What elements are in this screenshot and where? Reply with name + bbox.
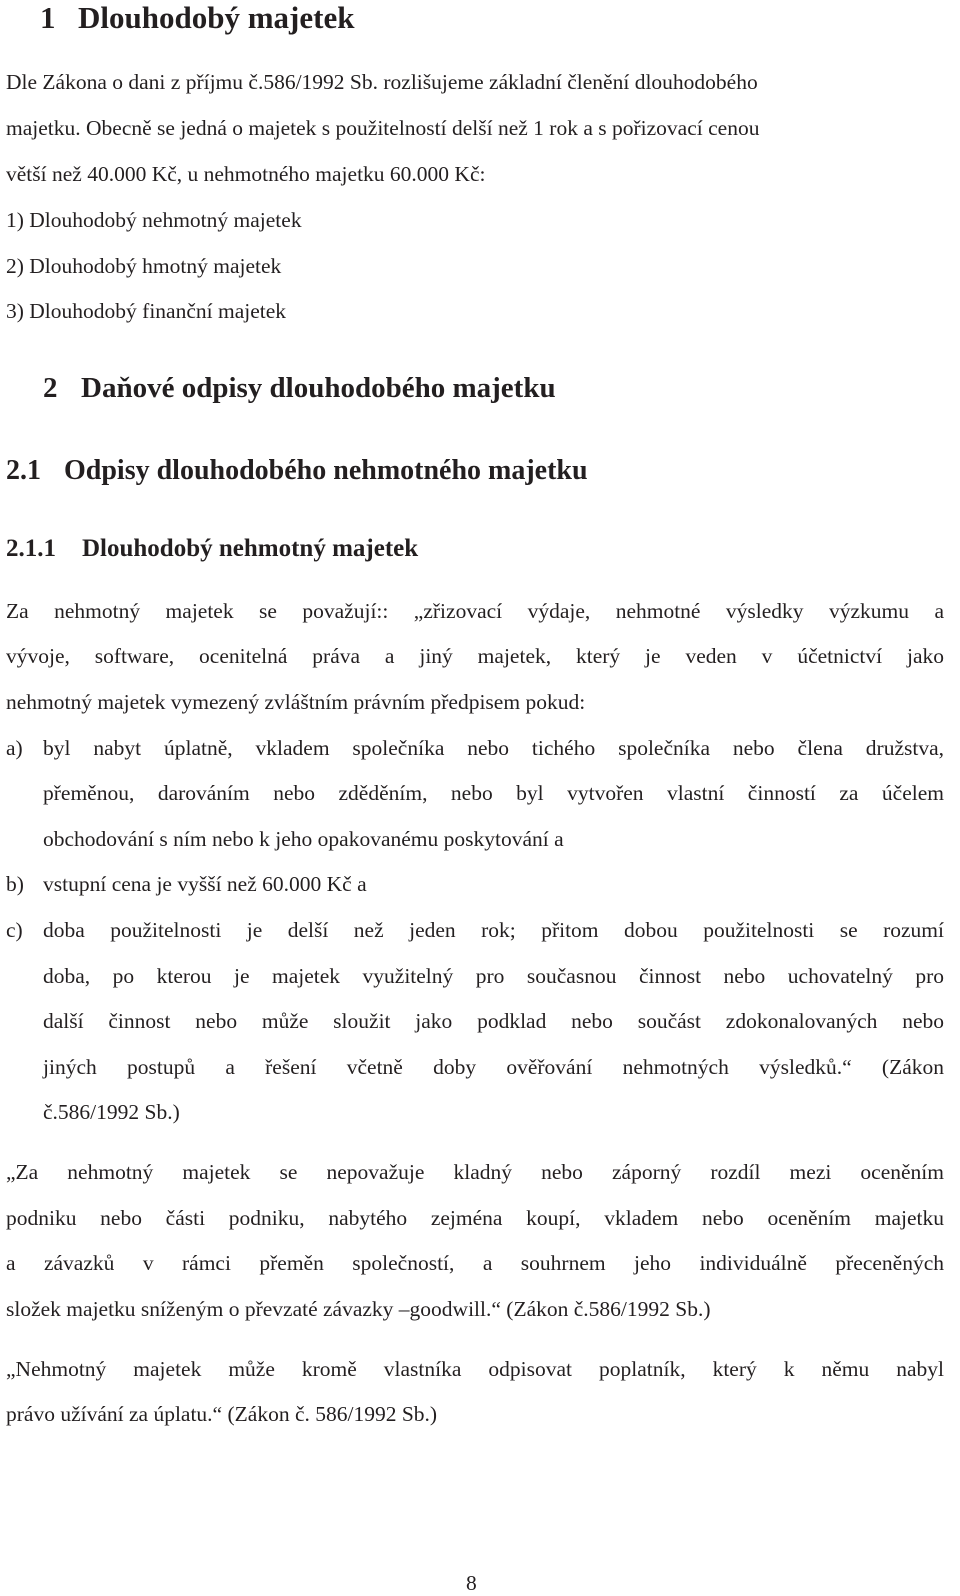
definition-line: Za nehmotný majetek se považují:: „zřizovací výdaje, nehmotné výsledky výzkumu a: [6, 599, 944, 623]
condition-c-line: jiných postupů a řešení včetně doby ověřování nehmotných výsledků.“ (Zákon: [43, 1055, 944, 1079]
condition-a-line: přeměnou, darováním nebo zděděním, nebo byl vytvořen vlastní činností za účelem: [43, 781, 944, 805]
heading-1-number: 1: [40, 0, 56, 35]
heading-2-1-1: [6, 534, 418, 564]
quote-2-line: právo užívání za úplatu.“ (Zákon č. 586/1992 Sb.): [6, 1402, 438, 1426]
intro-line: větší než 40.000 Kč, u nehmotného majetku 60.000 Kč:: [6, 162, 486, 186]
definition-line: vývoje, software, ocenitelná práva a jiný majetek, který je veden v účetnictví jako: [6, 644, 944, 668]
quote-1-line: složek majetku sníženým o převzaté závazky –goodwill.“ (Zákon č.586/1992 Sb.): [6, 1297, 711, 1321]
heading-2-1-number: 2.1: [6, 455, 41, 486]
heading-2-number: 2: [43, 372, 58, 404]
intro-line: Dle Zákona o dani z příjmu č.586/1992 Sb. rozlišujeme základní členění dlouhodobého: [6, 70, 758, 94]
condition-c-line: doba, po kterou je majetek využitelný pro současnou činnost nebo uchovatelný pro: [43, 964, 944, 988]
category-item: 3) Dlouhodobý finanční majetek: [6, 299, 287, 323]
quote-1-line: podniku nebo části podniku, nabytého zejména koupí, vkladem nebo oceněním majetku: [6, 1206, 944, 1230]
heading-2-title: Daňové odpisy dlouhodobého majetku: [81, 372, 556, 404]
condition-c-line: č.586/1992 Sb.): [43, 1100, 180, 1124]
condition-c-line: další činnost nebo může sloužit jako podklad nebo součást zdokonalovaných nebo: [43, 1009, 944, 1033]
condition-b-line: vstupní cena je vyšší než 60.000 Kč a: [43, 872, 367, 896]
heading-2-1-1-number: 2.1.1: [6, 535, 56, 562]
quote-2-line: „Nehmotný majetek může kromě vlastníka odpisovat poplatník, který k němu nabyl: [6, 1357, 944, 1381]
condition-a-line: byl nabyt úplatně, vkladem společníka nebo tichého společníka nebo člena družstva,: [43, 736, 944, 760]
condition-a-line: obchodování s ním nebo k jeho opakovanému poskytování a: [43, 827, 564, 851]
heading-1-title: Dlouhodobý majetek: [78, 0, 355, 35]
heading-1: [40, 0, 354, 36]
condition-c-line: doba použitelnosti je delší než jeden rok; přitom dobou použitelnosti se rozumí: [43, 918, 944, 942]
definition-line: nehmotný majetek vymezený zvláštním právním předpisem pokud:: [6, 690, 586, 714]
intro-line: majetku. Obecně se jedná o majetek s použitelností delší než 1 rok a s pořizovací cenou: [6, 116, 760, 140]
quote-1-line: a závazků v rámci přeměn společností, a souhrnem jeho individuálně přeceněných: [6, 1251, 944, 1275]
page-number: 8: [466, 1571, 477, 1595]
condition-b-marker: b): [6, 872, 24, 896]
heading-2-1-1-title: Dlouhodobý nehmotný majetek: [82, 535, 419, 562]
heading-2-1: [6, 454, 588, 488]
heading-2: [43, 370, 556, 406]
heading-2-1-title: Odpisy dlouhodobého nehmotného majetku: [64, 455, 588, 486]
condition-c-marker: c): [6, 918, 23, 942]
condition-a-marker: a): [6, 736, 23, 760]
category-item: 1) Dlouhodobý nehmotný majetek: [6, 208, 302, 232]
quote-1-line: „Za nehmotný majetek se nepovažuje kladný nebo záporný rozdíl mezi oceněním: [6, 1160, 944, 1184]
category-item: 2) Dlouhodobý hmotný majetek: [6, 254, 282, 278]
